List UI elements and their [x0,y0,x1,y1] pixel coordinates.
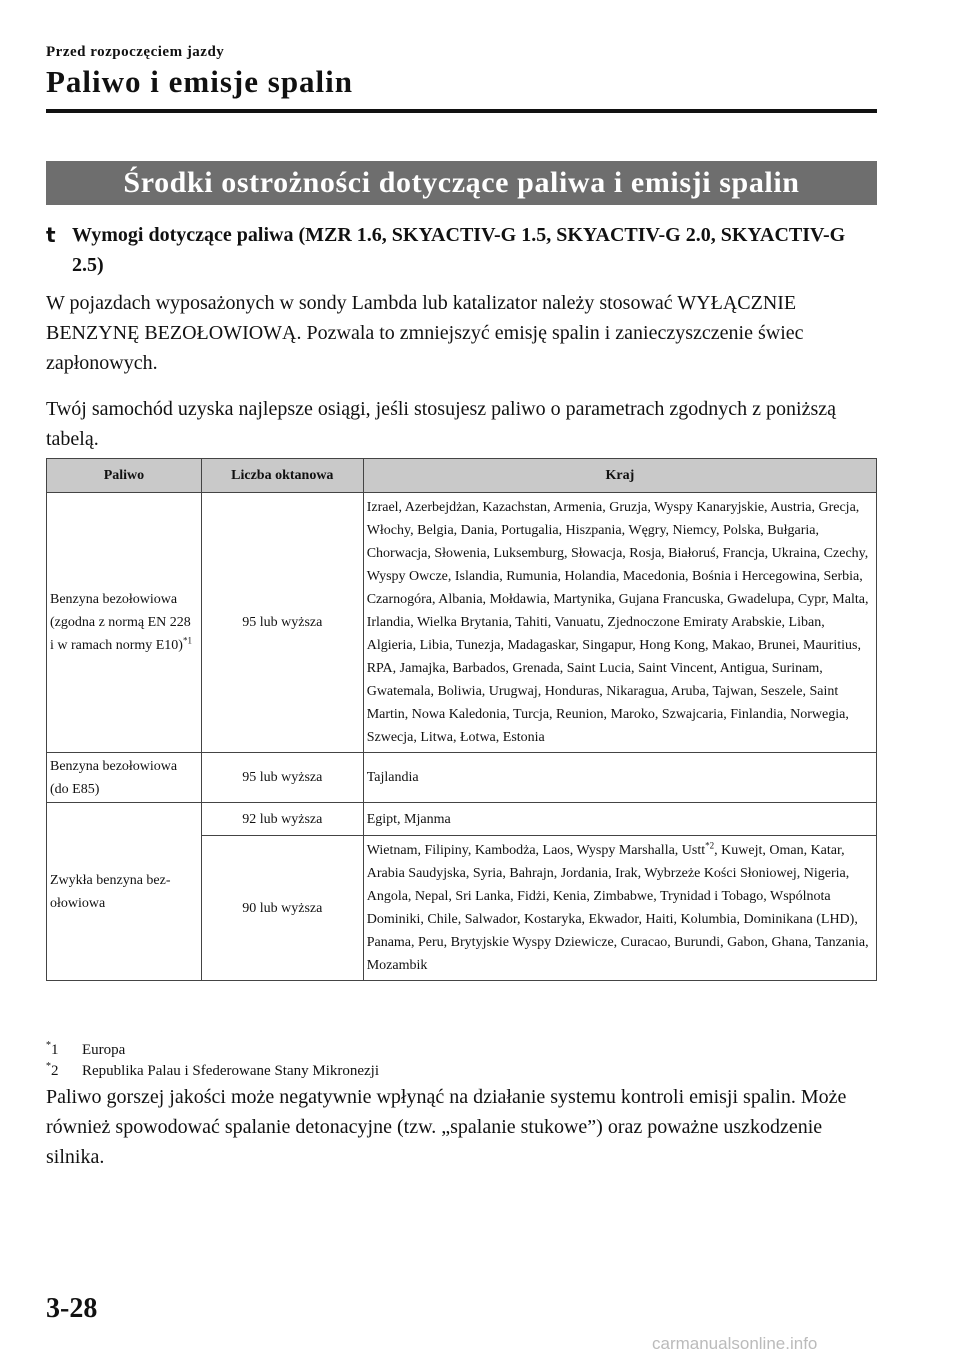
fuel-type-text: Benzyna bezołowiowa (zgodna z normą EN 228 i w ramach normy E10) [50,592,191,653]
breadcrumb: Przed rozpoczęciem jazdy [46,44,225,60]
chapter-title: Paliwo i emisje spalin [46,64,354,99]
countries-cell [363,836,876,981]
page-number: 3-28 [46,1293,98,1324]
header-fuel: Paliwo [47,459,202,493]
footnote-item [46,1061,379,1082]
title-divider [46,109,877,113]
octane-cell: 90 lub wyższa [201,836,363,981]
countries-text: , Kuwejt, Oman, Katar, Arabia Saudyjska, Syria, Bahrajn, Jordania, Irak, Wybrzeże Kości Słoniowej, Nigeria, Angola, Nepal, Sri Lanka, Fidżi, Kenia, Zimbabwe, Trynidad i Tobago, Wspólnota Dominiki, Chile, Salwador, Kostaryka, Ekwador, Haiti, Kolumbia, Dominikana (LHD), Panama, Peru, Brytyjskie Wyspy Dziewicze, Curacao, Burundi, Gabon, Ghana, Tanzania, Mozambik [366,843,869,973]
footnote-mark [46,1040,82,1061]
footnote-number: 2 [51,1063,59,1079]
footnote-asterisk: * [46,1061,51,1072]
octane-cell: 95 lub wyższa [201,753,363,803]
footnotes [46,1040,379,1082]
footnote-asterisk: * [46,1040,51,1051]
footnote-mark [46,1061,82,1082]
countries-cell: Tajlandia [363,753,876,803]
fuel-type-cell: Benzyna bezołowiowa (do E85) [47,753,202,803]
table-header-row [47,459,877,493]
paragraph-fuel-quality-warning: Paliwo gorszej jakości może negatywnie wpłynąć na działanie systemu kontroli emisji spalin. Może również spowodować spalanie detonacyjne (tzw. „spalanie stukowe”) oraz poważne uszkodzenie silnika. [46,1086,847,1168]
footnote-ref: *2 [705,840,715,851]
paragraph-unleaded-requirement: W pojazdach wyposażonych w sondy Lambda lub katalizator należy stosować WYŁĄCZNIE BENZYNĘ BEZOŁOWIOWĄ. Pozwala to zmniejszyć emisję spalin i zanieczyszczenie świec zapłonowych. [46,292,804,374]
table-row [47,493,877,753]
table-row [47,803,877,836]
octane-cell: 95 lub wyższa [201,493,363,753]
bullet-marker-icon: t [46,223,56,247]
watermark: carmanualsonline.info [652,1334,818,1353]
footnote-item [46,1040,379,1061]
footnote-text: Europa [82,1042,126,1058]
countries-text: Wietnam, Filipiny, Kambodża, Laos, Wyspy Marshalla, Ustt [366,843,706,858]
countries-cell: Izrael, Azerbejdżan, Kazachstan, Armenia, Gruzja, Wyspy Kanaryjskie, Austria, Grecja, Włochy, Belgia, Dania, Portugalia, Hiszpania, Węgry, Niemcy, Polska, Bułgaria, Chorwacja, Słowenia, Luksemburg, Słowacja, Rosja, Białoruś, Francja, Ukraina, Czechy, Wyspy Owcze, Islandia, Rumunia, Holandia, Macedonia, Bośnia i Hercegowina, Serbia, Czarnogóra, Albania, Mołdawia, Martynika, Gujana Francuska, Gwadelupa, Cypr, Malta, Irlandia, Wielka Brytania, Tahiti, Vanuatu, Zjednoczone Emiraty Arabskie, Liban, Algieria, Libia, Tunezja, Madagaskar, Singapur, Hong Kong, Makao, Brunei, Mauritius, RPA, Jamajka, Barbados, Grenada, Saint Lucia, Saint Vincent, Antigua, Surinam, Gwatemala, Boliwia, Urugwaj, Honduras, Nikaragua, Aruba, Tajwan, Seszele, Saint Martin, Nowa Kaledonia, Turcja, Reunion, Maroko, Szwajcaria, Finlandia, Norwegia, Szwecja, Litwa, Łotwa, Estonia [363,493,876,753]
fuel-type-cell [47,493,202,753]
header-country: Kraj [363,459,876,493]
paragraph-performance: Twój samochód uzyska najlepsze osiągi, jeśli stosujesz paliwo o parametrach zgodnych z poniższą tabelą. [46,398,837,450]
countries-cell: Egipt, Mjanma [363,803,876,836]
subheading [46,220,866,280]
footnote-text: Republika Palau i Sfederowane Stany Mikronezji [82,1063,380,1079]
table-row [47,753,877,803]
subheading-text: Wymogi dotyczące paliwa (MZR 1.6, SKYACTIV-G 1.5, SKYACTIV-G 2.0, SKYACTIV-G 2.5) [72,224,846,276]
footnote-ref: *1 [182,635,192,646]
octane-cell: 92 lub wyższa [201,803,363,836]
fuel-table [46,458,877,981]
footnote-number: 1 [51,1042,59,1058]
header-octane: Liczba oktanowa [201,459,363,493]
section-banner: Środki ostrożności dotyczące paliwa i emisji spalin [46,161,877,205]
fuel-type-cell: Zwykła benzyna bez-ołowiowa [47,803,202,981]
